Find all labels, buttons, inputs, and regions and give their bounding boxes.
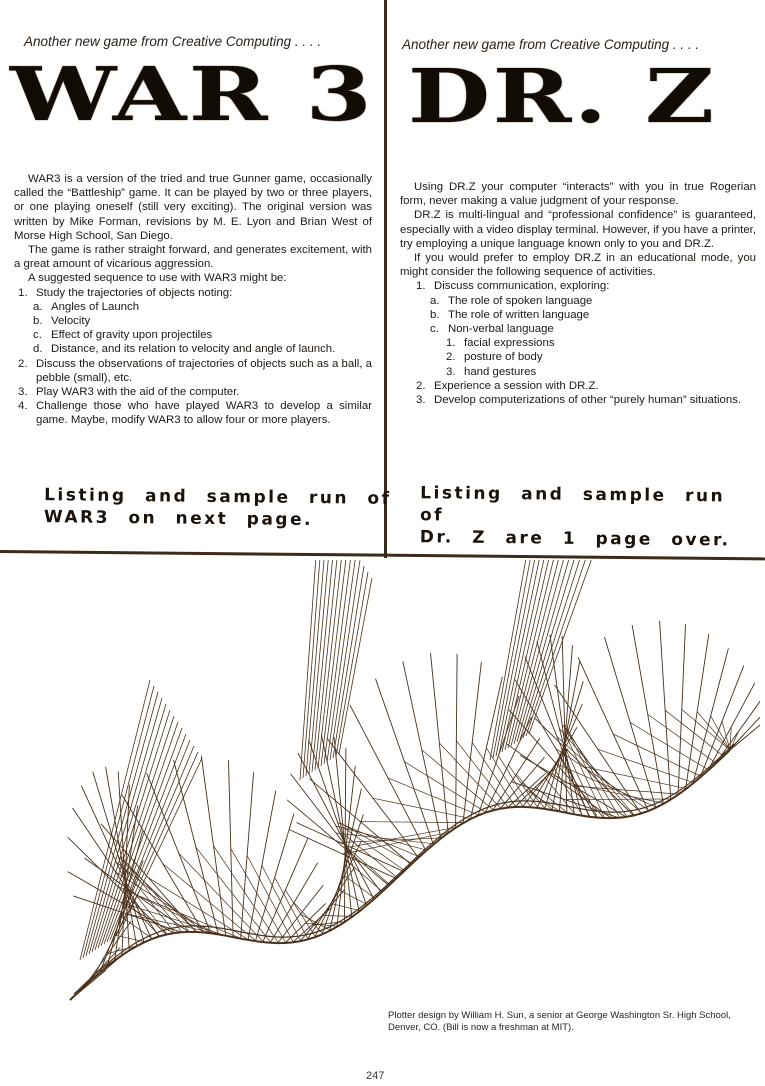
plot-stroke	[388, 778, 479, 815]
list-item: a. Angles of Launch	[33, 300, 140, 313]
list-item: 3. Play WAR3 with the aid of the computer.	[18, 386, 240, 399]
plot-stroke	[574, 814, 581, 815]
plot-stroke	[648, 808, 655, 811]
plot-stroke	[245, 933, 252, 934]
plot-stroke	[541, 802, 548, 803]
plot-stroke	[626, 816, 633, 817]
plot-stroke	[632, 625, 663, 804]
plot-stroke	[500, 808, 507, 809]
plot-stroke	[309, 740, 367, 906]
plot-stroke	[593, 811, 600, 812]
column-divider	[384, 0, 387, 558]
plot-stroke	[496, 560, 548, 756]
plot-stroke	[267, 936, 274, 937]
plot-stroke	[327, 560, 356, 762]
list-item: c. Effect of gravity upon projectiles	[33, 329, 213, 342]
plot-stroke	[715, 699, 760, 764]
plot-stroke	[678, 624, 685, 795]
plot-stroke	[137, 942, 145, 946]
plot-stroke	[255, 941, 262, 942]
war3-activity-list	[14, 286, 372, 428]
plot-stroke	[226, 936, 233, 937]
war3-paragraph: A suggested sequence to use with WAR3 might be:	[28, 272, 287, 285]
plot-stroke	[263, 942, 270, 943]
list-item: 1. Study the trajectories of objects noting:	[18, 286, 233, 299]
plot-stroke	[545, 809, 552, 810]
plot-stroke	[474, 810, 482, 814]
plot-stroke	[117, 886, 219, 935]
drz-paragraph: DR.Z is multi-lingual and “professional confidence” is guaranteed, especially with a video display terminal. However, if you have a printer, try employing a unique language known only to you and DR.Z.	[400, 209, 756, 250]
plot-stroke	[482, 807, 489, 810]
list-item: 2. Experience a session with DR.Z.	[416, 379, 599, 392]
drz-title: DR. Z	[408, 54, 717, 140]
plot-stroke	[730, 734, 744, 750]
drz-paragraph: Using DR.Z your computer “interacts” with you in true Rogerian form, never making a value judgment of your response.	[400, 181, 756, 208]
plot-stroke	[360, 822, 464, 823]
plot-stroke	[156, 931, 163, 934]
plot-stroke	[619, 817, 626, 818]
page-number: 247	[366, 1070, 385, 1082]
plot-stroke	[141, 936, 149, 940]
plot-stroke	[144, 939, 151, 942]
plot-stroke	[638, 808, 645, 810]
plot-stroke	[373, 798, 471, 819]
list-item: 3. hand gestures	[446, 365, 537, 378]
drz-tagline: Another new game from Creative Computing . . . .	[402, 37, 700, 52]
plot-stroke	[248, 940, 255, 941]
plot-stroke	[530, 807, 537, 808]
plot-stroke	[285, 942, 292, 943]
drz-activity-list	[400, 279, 756, 407]
plot-stroke	[179, 853, 264, 942]
plot-stroke	[534, 801, 541, 802]
plot-stroke	[252, 934, 259, 935]
plot-stroke	[730, 735, 748, 750]
plot-stroke	[573, 786, 679, 794]
plot-stroke	[578, 657, 648, 811]
plot-stroke	[196, 932, 203, 933]
plot-stroke	[208, 927, 215, 928]
plot-stroke	[556, 804, 563, 805]
plot-stroke	[578, 808, 585, 809]
drz-paragraph: If you would prefer to employ DR.Z in an educational mode, you might consider the following sequence of activities.	[400, 252, 756, 279]
plot-stroke	[514, 560, 572, 744]
plot-stroke	[201, 756, 225, 936]
plot-stroke	[330, 560, 360, 760]
plot-stroke	[116, 935, 145, 942]
plot-stroke	[582, 816, 589, 817]
list-item: 3. Develop computerizations of other “purely human” situations.	[416, 394, 742, 407]
plot-stroke	[309, 560, 332, 774]
plot-stroke	[166, 933, 173, 934]
plot-stroke	[567, 813, 574, 814]
war3-paragraph: The game is rather straight forward, and generates excitement, with a great amount of vicarious aggression.	[14, 244, 372, 271]
plot-stroke	[504, 802, 511, 803]
plot-stroke	[319, 928, 326, 931]
war3-tagline: Another new game from Creative Computing . . . .	[24, 34, 322, 49]
list-item: 2. Discuss the observations of trajectories of objects such as a ball, a pebble (small), etc.	[18, 357, 372, 384]
plot-stroke	[526, 560, 588, 736]
plot-stroke	[508, 807, 515, 808]
plot-stroke	[230, 930, 237, 931]
drz-handwritten-note: Listing and sample run of Dr. Z are 1 page over.	[419, 483, 731, 551]
plot-stroke	[352, 912, 359, 918]
list-item: a. The role of spoken language	[430, 294, 593, 307]
plot-stroke	[289, 936, 296, 937]
plot-stroke	[338, 838, 442, 843]
plot-stroke	[233, 937, 241, 939]
plot-stroke	[174, 932, 181, 933]
plot-stroke	[229, 760, 234, 937]
plot-stroke	[563, 805, 571, 807]
plot-stroke	[730, 720, 760, 750]
plot-stroke	[338, 889, 368, 904]
war3-handwritten-note: Listing and sample run of WAR3 on next page.	[43, 485, 392, 530]
section-divider	[0, 550, 765, 560]
list-item: b. The role of written language	[430, 308, 590, 321]
plot-stroke	[293, 941, 300, 942]
list-item: 4. Challenge those who have played WAR3 to develop a similar game. Maybe, modify WAR3 to allow four or more players.	[18, 400, 372, 427]
plot-stroke	[237, 931, 245, 933]
plot-stroke	[552, 810, 559, 811]
plot-stroke	[222, 928, 229, 929]
plot-stroke	[70, 993, 77, 1000]
plot-stroke	[634, 814, 641, 816]
plot-stroke	[211, 933, 218, 934]
plot-stroke	[463, 819, 470, 823]
plot-stroke	[152, 937, 159, 940]
plot-stroke	[218, 934, 225, 935]
list-item: 2. posture of body	[446, 351, 543, 364]
plot-stroke	[499, 756, 531, 808]
plot-stroke	[537, 808, 544, 809]
plot-stroke	[589, 817, 596, 818]
war3-paragraph: WAR3 is a version of the tried and true Gunner game, occasionally called the “Battleship” game. It can be played by two or three players, or one playing oneself (still very exciting). The original version was written by Mike Forman, revisions by M. E. Lyon and Brian West of Morse High School, San Diego.	[14, 173, 372, 242]
plot-stroke	[159, 935, 166, 937]
plot-stroke	[200, 926, 207, 927]
plot-stroke	[711, 716, 730, 750]
plot-stroke	[641, 811, 648, 814]
plot-stroke	[512, 801, 519, 802]
drz-body	[400, 180, 756, 407]
plot-stroke	[597, 818, 604, 819]
plot-stroke	[204, 933, 211, 934]
plot-stroke	[565, 799, 672, 800]
plot-stroke	[656, 804, 664, 808]
plot-stroke	[170, 927, 177, 928]
plot-stroke	[178, 926, 185, 927]
war3-body	[14, 172, 372, 428]
list-item: 1. Discuss communication, exploring:	[416, 280, 610, 293]
war3-title: WAR 3	[10, 52, 375, 138]
plot-stroke	[121, 902, 227, 936]
list-item: d. Distance, and its relation to velocity and angle of launch.	[33, 343, 336, 356]
figure-caption: Plotter design by William H. Sun, a senior at George Washington Sr. High School, Denver, CO. (Bill is now a freshman at MIT).	[388, 1010, 731, 1033]
list-item: b. Velocity	[33, 315, 91, 328]
plotter-design-figure	[20, 560, 760, 1010]
plot-stroke	[652, 802, 659, 805]
plot-stroke	[663, 800, 670, 804]
plot-stroke	[174, 760, 219, 934]
plot-stroke	[241, 939, 248, 940]
list-item: 1. facial expressions	[446, 337, 555, 350]
plot-stroke	[601, 812, 608, 813]
plot-stroke	[431, 653, 449, 833]
plot-stroke	[630, 810, 637, 811]
plot-stroke	[505, 560, 560, 750]
list-item: c. Non-verbal language	[430, 323, 554, 336]
